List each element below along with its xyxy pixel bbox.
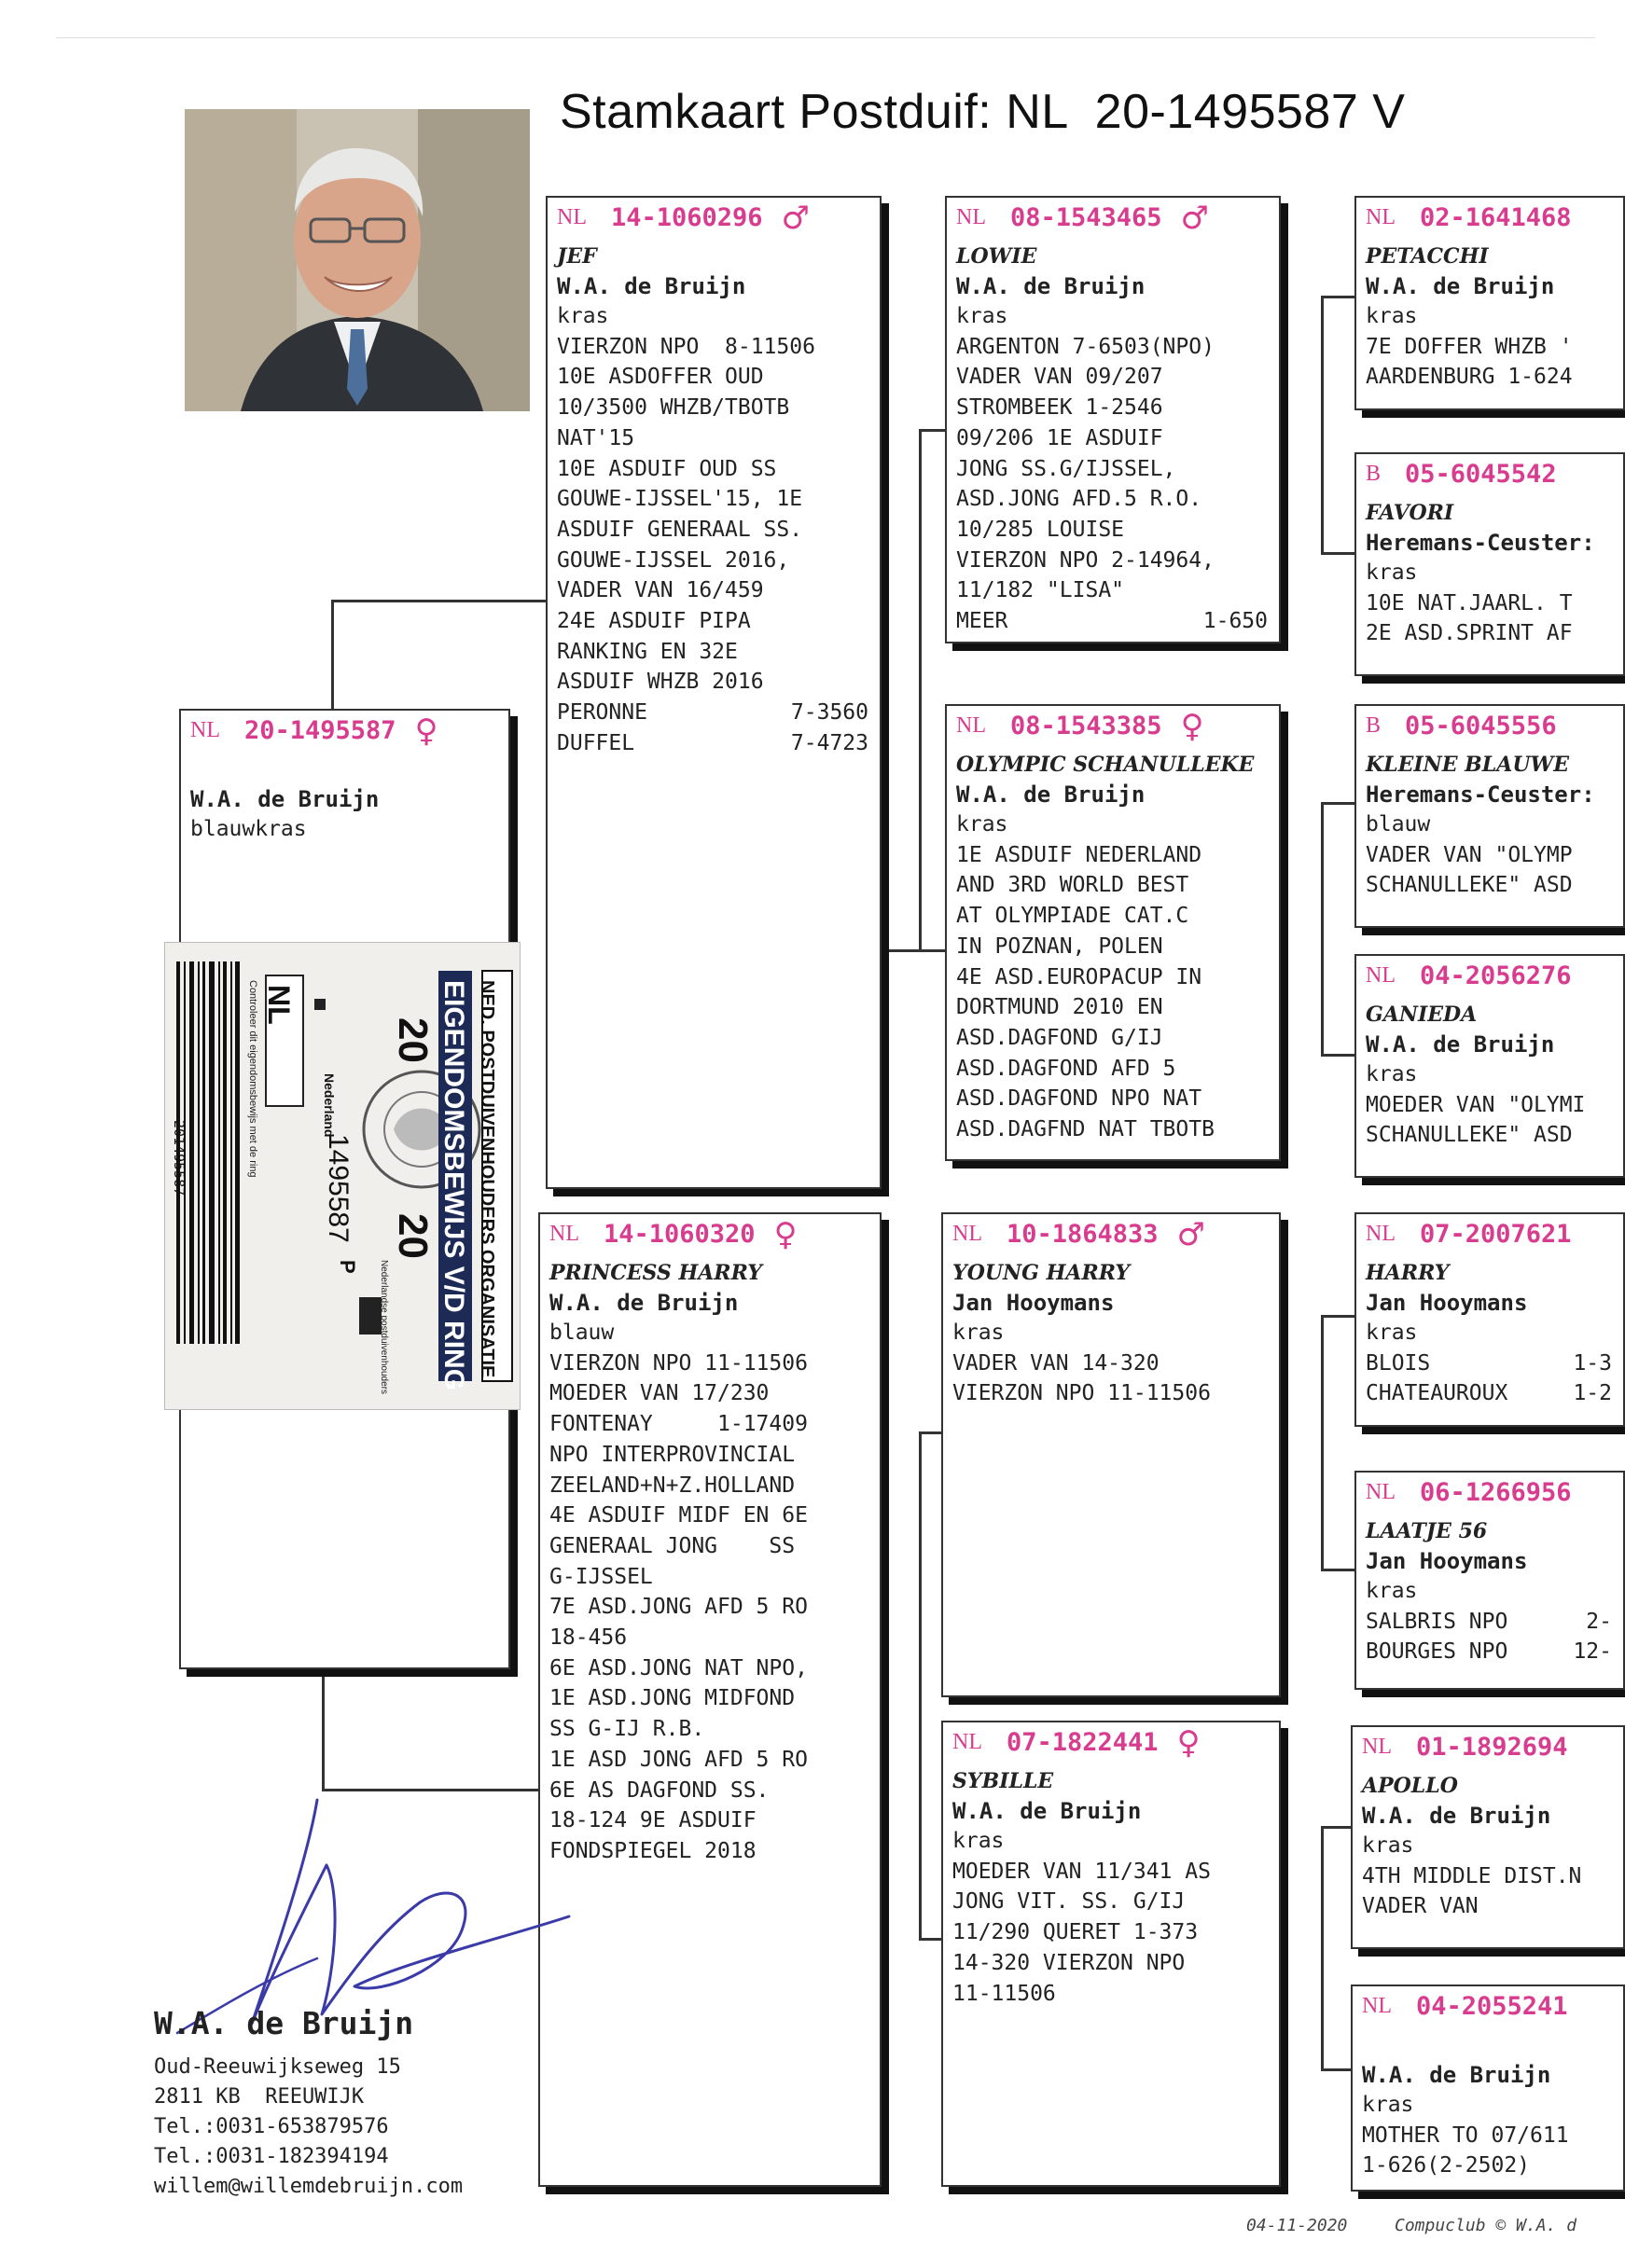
pedigree-line: NAT'15 [557,425,635,450]
pedigree-line: SS G-IJ R.B. [549,1717,705,1742]
pigeon-owner: Jan Hooymans [1366,1548,1528,1574]
owner-phone: Tel.:0031-182394194 [154,2145,389,2168]
pigeon-name: PETACCHI [1366,244,1489,269]
pedigree-line: 11-11506 [952,1981,1056,2006]
pedigree-line: 6E AS DAGFOND SS. [549,1777,770,1803]
country-code: B [1366,462,1382,486]
great-grandparent-card[interactable] [1354,1212,1625,1427]
connector-line [331,600,548,602]
pigeon-name [1362,2030,1612,2060]
pedigree-line: VIERZON NPO 2-14964, [956,547,1215,573]
pedigree-line: SCHANULLEKE" ASD [1366,873,1573,898]
pedigree-line: ASD.DAGFOND G/IJ [956,1025,1163,1050]
connector-line [331,600,334,723]
result-row: BOURGES NPO 12- [1366,1639,1612,1665]
pigeon-color: kras [1362,2093,1414,2117]
pedigree-line: AND 3RD WORLD BEST [956,873,1189,898]
ring-number: 08-1543465 [1010,203,1162,232]
country-code: NL [952,1222,982,1246]
country-code: NL [1366,1222,1396,1246]
pigeon-color: kras [952,1829,1005,1853]
owner-email[interactable]: willem@willemdebruijn.com [154,2175,464,2198]
pigeon-owner: W.A. de Bruijn [190,786,380,812]
result-row: SALBRIS NPO 2- [1366,1609,1612,1634]
pigeon-name [190,754,497,784]
pedigree-line: 7E DOFFER WHZB ' [1366,334,1573,359]
pedigree-line: 1-626(2-2502) [1362,2153,1531,2178]
pedigree-line: 11/182 "LISA" [956,578,1125,603]
pigeon-name: APOLLO [1362,1774,1458,1798]
pigeon-owner: W.A. de Bruijn [1366,1031,1555,1058]
pedigree-line: ASD.DAGFOND AFD 5 [956,1056,1176,1081]
owner-name: W.A. de Bruijn [154,2005,414,2041]
pigeon-owner: Jan Hooymans [1366,1290,1528,1316]
pigeon-name: JEF [557,244,597,269]
ring-number: 06-1266956 [1420,1478,1572,1507]
pedigree-line: JONG VIT. SS. G/IJ [952,1889,1186,1915]
pigeon-color: kras [1366,1579,1418,1603]
great-grandparent-card[interactable] [1354,196,1625,410]
pigeon-owner: W.A. de Bruijn [956,781,1146,808]
pigeon-name: GANIEDA [1366,1003,1478,1027]
ring-number: 14-1060296 [611,203,763,232]
connector-line [919,1431,941,1434]
pedigree-line: JONG SS.G/IJSSEL, [956,456,1176,481]
male-icon: ♂ [1176,1215,1206,1253]
pedigree-line: ASDUIF WHZB 2016 [557,670,764,695]
pedigree-line: NPO INTERPROVINCIAL [549,1442,796,1467]
country-code: NL [1366,205,1396,229]
pedigree-line: 24E ASDUIF PIPA [557,609,751,634]
pedigree-line: VADER VAN "OLYMP [1366,842,1573,867]
pigeon-color: kras [956,812,1008,837]
pigeon-owner: W.A. de Bruijn [1366,273,1555,299]
connector-line [1321,1315,1354,1318]
footer-copyright: Compuclub © W.A. d [1395,2216,1577,2235]
great-grandparent-card[interactable] [1354,452,1625,676]
connector-line [1321,1826,1324,2070]
pedigree-line: 6E ASD.JONG NAT NPO, [549,1655,808,1680]
pedigree-line: STROMBEEK 1-2546 [956,395,1163,421]
pedigree-line: 11/290 QUERET 1-373 [952,1920,1199,1945]
pedigree-line: RANKING EN 32E [557,639,738,664]
ring-number: 10-1864833 [1007,1220,1159,1249]
pedigree-line: DORTMUND 2010 EN [956,995,1163,1020]
pedigree-line: GOUWE-IJSSEL'15, 1E [557,487,803,512]
pedigree-line: 10E ASDOFFER OUD [557,365,764,390]
pigeon-owner: W.A. de Bruijn [956,273,1146,299]
pigeon-name: HARRY [1366,1261,1450,1285]
connector-line [1321,1569,1354,1571]
ring-number: 14-1060320 [604,1220,756,1249]
pedigree-line: ASD.DAGFOND NPO NAT [956,1086,1202,1112]
owner-street: Oud-Reeuwijkseweg 15 [154,2055,401,2079]
grandmother-paternal-card[interactable] [945,704,1281,1161]
pigeon-owner: W.A. de Bruijn [549,1290,739,1316]
certificate-country-code: NL [262,985,296,1025]
pigeon-color: kras [1366,1062,1418,1086]
certificate-brand: Nederlandse postduivenhouders [379,1260,389,1394]
country-code: B [1366,713,1382,738]
pedigree-line: 09/206 1E ASDUIF [956,425,1163,450]
owner-contact-block [154,2005,463,2202]
grandfather-paternal-card[interactable] [945,196,1281,643]
country-code: NL [190,718,220,742]
female-icon: ♀ [1180,707,1204,745]
connector-line [1321,1054,1354,1057]
pigeon-owner: W.A. de Bruijn [952,1798,1142,1824]
result-row: BLOIS 1-3 [1366,1350,1612,1376]
certificate-org: NED. POSTDUIVENHOUDERS ORGANISATIE [477,980,497,1378]
country-code: NL [1362,1994,1392,2018]
connector-line [919,429,922,951]
pigeon-color: kras [1366,1321,1418,1345]
ownership-certificate [164,942,521,1410]
page-title: Stamkaart Postduif: NL 20-1495587 V [560,85,1406,139]
pigeon-color: kras [1366,304,1418,328]
pedigree-line: 10E NAT.JAARL. T [1366,590,1573,615]
certificate-barcode-number: 201495587 [171,1120,188,1196]
connector-line [1321,296,1324,555]
pedigree-line: 1E ASDUIF NEDERLAND [956,842,1202,867]
ring-number: 05-6045542 [1405,460,1557,489]
ring-number: 01-1892694 [1416,1733,1568,1762]
certificate-year: 20 [390,1017,436,1063]
grandmother-maternal-card[interactable] [941,1721,1281,2187]
connector-line [919,1938,941,1941]
certificate-letter: P [336,1260,359,1274]
top-rule [56,37,1595,38]
pedigree-line: VADER VAN 14-320 [952,1350,1160,1376]
country-code: NL [1366,963,1396,988]
great-grandparent-card[interactable] [1354,704,1625,928]
pedigree-line: AARDENBURG 1-624 [1366,365,1573,390]
pedigree-line: ASD.JONG AFD.5 R.O. [956,487,1202,512]
connector-line [1321,1315,1324,1571]
pedigree-line: 1E ASD.JONG MIDFOND [549,1686,796,1711]
country-code: NL [956,713,986,738]
result-row: DUFFEL 7-4723 [557,730,868,755]
female-icon: ♀ [1176,1723,1201,1762]
ring-number: 04-2056276 [1420,961,1572,990]
pigeon-owner: W.A. de Bruijn [1362,1803,1551,1829]
connector-line [1321,552,1354,555]
grandfather-maternal-card[interactable] [941,1212,1281,1697]
pedigree-line: FONTENAY 1-17409 [549,1412,808,1437]
pedigree-line: IN POZNAN, POLEN [956,933,1163,959]
footer-date: 04-11-2020 [1246,2216,1348,2235]
pedigree-line: AT OLYMPIADE CAT.C [956,904,1189,929]
country-code: NL [956,205,986,229]
certificate-heading: EIGENDOMSBEWIJS V/D RING [438,980,469,1391]
ring-number: 02-1641468 [1420,203,1572,232]
pigeon-color: kras [1366,560,1418,585]
pedigree-line: 10/285 LOUISE [956,517,1125,542]
certificate-control-note: Controleer dit eigendomsbewijs met de ring [247,980,258,1178]
great-grandparent-card[interactable] [1354,954,1625,1178]
pedigree-line: 4E ASD.EUROPACUP IN [956,964,1202,989]
country-code: NL [952,1730,982,1754]
ring-number: 07-1822441 [1007,1728,1159,1757]
pigeon-color: blauwkras [190,817,307,841]
pedigree-line: VIERZON NPO 11-11506 [952,1381,1211,1406]
great-grandparent-card[interactable] [1351,1725,1625,1949]
pedigree-line: VADER VAN 09/207 [956,365,1163,390]
pedigree-line: 18-124 9E ASDUIF [549,1808,757,1833]
pedigree-line: GENERAAL JONG SS [549,1533,796,1558]
pedigree-line: ASDUIF GENERAAL SS. [557,517,803,542]
pedigree-line: ARGENTON 7-6503(NPO) [956,334,1215,359]
pedigree-line: VIERZON NPO 11-11506 [549,1350,808,1376]
connector-line [919,429,945,432]
ring-number: 04-2055241 [1416,1992,1568,2021]
connector-line [1321,802,1354,805]
ring-number: 07-2007621 [1420,1220,1572,1249]
great-grandparent-card[interactable] [1354,1471,1625,1690]
pedigree-line: FONDSPIEGEL 2018 [549,1838,757,1863]
country-code: NL [549,1222,579,1246]
country-code: NL [1366,1480,1396,1504]
pedigree-line: 7E ASD.JONG AFD 5 RO [549,1595,808,1620]
pigeon-name: OLYMPIC SCHANULLEKE [956,753,1255,777]
ring-number: 08-1543385 [1010,712,1162,740]
country-code: NL [557,205,587,229]
ring-number: 20-1495587 [244,716,396,745]
pedigree-line: 18-456 [549,1625,628,1651]
pigeon-owner: W.A. de Bruijn [557,273,746,299]
certificate-year: 20 [390,1213,436,1259]
pedigree-line: 2E ASD.SPRINT AF [1366,621,1573,646]
pigeon-color: blauw [1366,812,1431,837]
pedigree-line: SCHANULLEKE" ASD [1366,1123,1573,1148]
male-icon: ♂ [781,199,811,237]
pigeon-color: kras [557,304,609,328]
pigeon-name: FAVORI [1366,501,1454,525]
pigeon-name: LAATJE 56 [1366,1519,1488,1543]
pedigree-line: GOUWE-IJSSEL 2016, [557,547,790,573]
certificate-country-name: Nederland [322,1073,337,1138]
pigeon-name: KLEINE BLAUWE [1366,753,1569,777]
owner-city: 2811 KB REEUWIJK [154,2085,365,2109]
ring-number: 05-6045556 [1405,712,1557,740]
connector-line [919,1431,922,1940]
portrait-image [185,109,530,411]
pedigree-line: ZEELAND+N+Z.HOLLAND [549,1473,796,1498]
pedigree-line: 10/3500 WHZB/TBOTB [557,395,790,421]
connector-line [882,949,945,952]
pigeon-name: LOWIE [956,244,1037,269]
pedigree-line: 10E ASDUIF OUD SS [557,456,777,481]
result-row: CHATEAUROUX 1-2 [1366,1381,1612,1406]
female-icon: ♀ [773,1215,798,1253]
pigeon-color: kras [956,304,1008,328]
pedigree-line: MOEDER VAN "OLYMI [1366,1092,1586,1117]
pigeon-owner: W.A. de Bruijn [1362,2062,1551,2088]
pedigree-line: G-IJSSEL [549,1564,653,1589]
pigeon-name: YOUNG HARRY [952,1261,1131,1285]
connector-line [1321,296,1354,298]
pedigree-line: MOTHER TO 07/611 [1362,2123,1569,2148]
pedigree-line: VIERZON NPO 8-11506 [557,334,815,359]
pedigree-line: MOEDER VAN 11/341 AS [952,1859,1211,1884]
female-icon: ♀ [414,712,438,750]
pedigree-line: VADER VAN [1362,1894,1479,1919]
great-grandparent-card[interactable] [1351,1984,1625,2192]
owner-phone: Tel.:0031-653879576 [154,2115,389,2138]
male-icon: ♂ [1180,199,1210,237]
result-row: MEER 1-650 [956,609,1268,634]
result-row: PERONNE 7-3560 [557,700,868,726]
father-card[interactable] [546,196,882,1189]
mother-card[interactable] [538,1212,882,2187]
pedigree-line: 1E ASD JONG AFD 5 RO [549,1747,808,1772]
certificate-ring-number: 1495587 [323,1134,354,1243]
pigeon-color: kras [1362,1833,1414,1858]
country-code: NL [1362,1735,1392,1759]
pigeon-owner: Heremans-Ceuster: [1366,530,1595,556]
pedigree-line: 14-320 VIERZON NPO [952,1950,1186,1975]
connector-line [1321,1826,1354,1829]
pigeon-name: SYBILLE [952,1769,1054,1793]
pigeon-color: kras [952,1321,1005,1345]
pigeon-color: blauw [549,1321,615,1345]
pedigree-line: VADER VAN 16/459 [557,578,764,603]
pigeon-owner: Jan Hooymans [952,1290,1115,1316]
pedigree-line: ASD.DAGFND NAT TBOTB [956,1117,1215,1142]
pigeon-name: PRINCESS HARRY [549,1261,762,1285]
connector-line [1321,2068,1354,2071]
pedigree-line: MOEDER VAN 17/230 [549,1381,770,1406]
connector-line [1321,802,1324,1056]
pedigree-line: 4E ASDUIF MIDF EN 6E [549,1503,808,1528]
pigeon-owner: Heremans-Ceuster: [1366,781,1595,808]
portrait-photo [185,109,530,411]
pedigree-line: 4TH MIDDLE DIST.N [1362,1863,1582,1888]
